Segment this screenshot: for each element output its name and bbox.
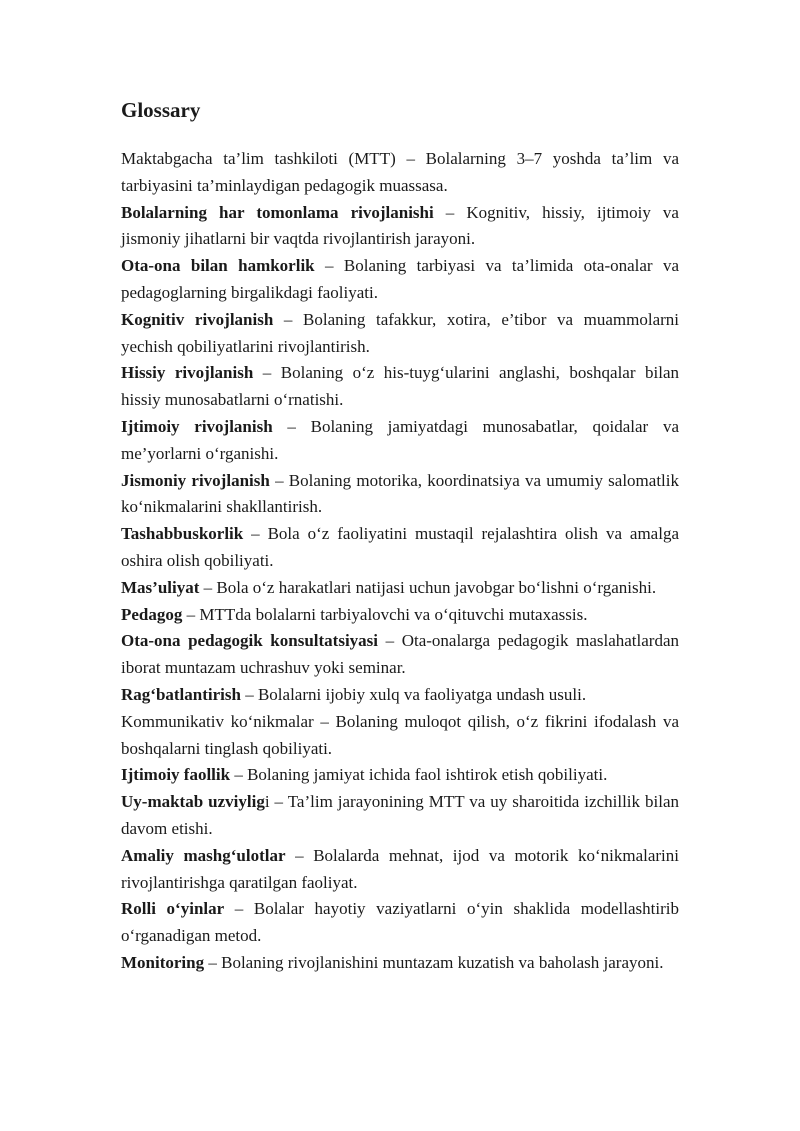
glossary-term: Amaliy mashg‘ulotlar <box>121 845 286 865</box>
glossary-definition: – Bolaning muloqot qilish, o‘z fikrini ifodalash va boshqalarni tinglash qobiliyati. <box>121 711 680 758</box>
glossary-definition: – Bolaning motorika, koordinatsiya va umumiy salomatlik ko‘nikmalarini shakllantirish. <box>121 470 679 517</box>
glossary-entry <box>121 307 679 361</box>
glossary-term: Ijtimoiy faollik <box>121 765 231 785</box>
glossary-term: Monitoring <box>121 952 205 972</box>
glossary-definition: – Bolalarda mehnat, ijod va motorik ko‘nikmalarini rivojlantirishga qaratilgan faoliyat. <box>121 845 679 892</box>
glossary-definition: – Bolalarni ijobiy xulq va faoliyatga undash usuli. <box>240 684 587 704</box>
glossary-definition: – Bolaning jamiyat ichida faol ishtirok etish qobiliyati. <box>230 765 608 785</box>
glossary-term-plain: Maktabgacha ta’lim tashkiloti (MTT) <box>121 149 396 168</box>
glossary-definition: – Bolaning jamiyatdagi munosabatlar, qoidalar va me’yorlarni o‘rganishi. <box>121 416 679 463</box>
glossary-entry <box>121 360 679 414</box>
glossary-term: Jismoniy rivojlanish <box>121 470 270 490</box>
glossary-term: Ota-ona pedagogik konsultatsiyasi <box>121 631 379 651</box>
glossary-entry <box>121 521 679 575</box>
glossary-entry <box>121 414 679 468</box>
glossary-term: Mas’uliyat <box>121 577 200 597</box>
glossary-term: Ijtimoiy rivojlanish <box>121 416 273 436</box>
glossary-term: Pedagog <box>121 604 183 624</box>
glossary-definition: – Bolaning rivojlanishini muntazam kuzatish va baholash jarayoni. <box>204 952 664 972</box>
glossary-entry <box>121 896 679 950</box>
glossary-term: Rag‘batlantirish <box>121 684 241 704</box>
glossary-definition: – Bolaning tafakkur, xotira, e’tibor va muammolarni yechish qobiliyatlarini rivojlantirish. <box>121 309 680 356</box>
glossary-entry <box>121 709 679 763</box>
glossary-entry <box>121 762 679 789</box>
glossary-entry <box>121 682 679 709</box>
glossary-term: Bolalarning har tomonlama rivojlanishi <box>121 202 434 222</box>
glossary-entry <box>121 602 679 629</box>
glossary-entry <box>121 789 679 843</box>
glossary-definition: – Ota-onalarga pedagogik maslahatlardan iborat muntazam uchrashuv yoki seminar. <box>121 631 679 678</box>
glossary-definition: – Bola o‘z faoliyatini mustaqil rejalashtira olish va amalga oshira olish qobiliyati. <box>121 524 679 570</box>
glossary-entry <box>121 628 679 682</box>
glossary-term: Uy-maktab uzviylig <box>121 792 265 812</box>
glossary-entry <box>121 950 679 977</box>
glossary-definition: – Kognitiv, hissiy, ijtimoiy va jismoniy jihatlarni bir vaqtda rivojlantirish jarayoni. <box>121 202 679 249</box>
glossary-term: Tashabbuskorlik <box>121 524 244 544</box>
glossary-definition: – Ta’lim jarayonining MTT va uy sharoitida izchillik bilan davom etishi. <box>121 792 679 838</box>
glossary-entry <box>121 253 679 307</box>
glossary-entry <box>121 843 679 897</box>
glossary-term: Ota-ona bilan hamkorlik <box>121 256 315 276</box>
glossary-term: Rolli o‘yinlar <box>121 899 225 919</box>
page-title: Glossary <box>121 98 201 122</box>
glossary-definition: – Bola o‘z harakatlari natijasi uchun javobgar bo‘lishni o‘rganishi. <box>199 577 657 597</box>
glossary-entry <box>121 468 679 522</box>
glossary-term-plain: Kommunikativ ko‘nikmalar <box>121 711 314 731</box>
glossary-term-plain: i <box>264 792 270 812</box>
glossary-term: Hissiy rivojlanish <box>121 363 254 383</box>
glossary-page <box>121 96 679 977</box>
glossary-definition: – Bolalarning 3–7 yoshda ta’lim va tarbiyasini ta’minlaydigan pedagogik muassasa. <box>121 149 679 195</box>
glossary-definition: – MTTda bolalarni tarbiyalovchi va o‘qituvchi mutaxassis. <box>182 604 588 624</box>
glossary-definition: – Bolalar hayotiy vaziyatlarni o‘yin shaklida modellashtirib o‘rganadigan metod. <box>121 899 679 946</box>
glossary-list <box>121 146 679 977</box>
glossary-term: Kognitiv rivojlanish <box>121 309 274 329</box>
glossary-entry <box>121 575 679 602</box>
glossary-entry <box>121 146 679 200</box>
glossary-definition: – Bolaning o‘z his-tuyg‘ularini anglashi, boshqalar bilan hissiy munosabatlarni o‘rnatishi. <box>121 363 679 410</box>
glossary-entry <box>121 200 679 254</box>
glossary-definition: – Bolaning tarbiyasi va ta’limida ota-onalar va pedagoglarning birgalikdagi faoliyati. <box>121 256 680 302</box>
